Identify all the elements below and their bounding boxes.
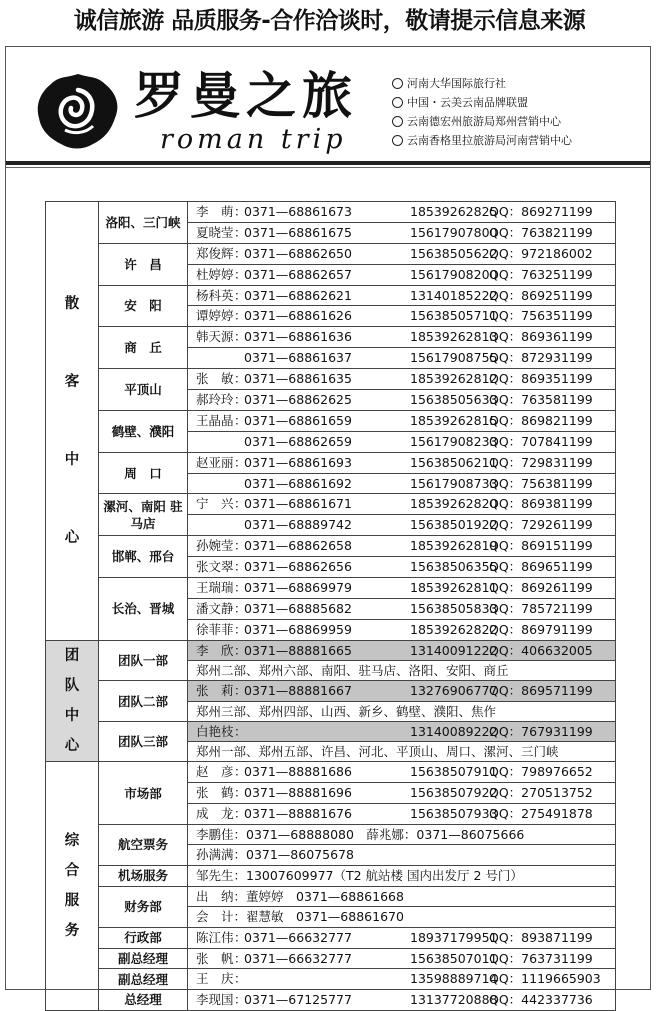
contact-mobile: 15638505633 [410, 392, 498, 408]
table-row [46, 327, 616, 348]
name-separator: ： [234, 496, 247, 512]
contact-cell [188, 202, 616, 223]
group-label: 团队一部 [99, 640, 188, 681]
contact-phone: 0371—66632777 [244, 929, 352, 945]
contact-cell [188, 948, 616, 969]
contact-mobile: 18539262815 [410, 412, 498, 428]
contact-mobile: 13140091222 [410, 642, 498, 658]
contact-phone: 0371—68861637 [244, 350, 352, 366]
contact-phone: 0371—66632777 [244, 950, 352, 966]
name-separator: ： [234, 266, 247, 282]
contact-mobile: 15638505711 [410, 308, 498, 324]
contact-phone: 0371—67125777 [244, 992, 352, 1008]
group-label: 洛阳、三门峡 [99, 202, 188, 244]
contact-cell [188, 865, 616, 886]
group-label: 团队二部 [99, 681, 188, 722]
contact-cell [188, 327, 616, 348]
contact-qq: QQ：275491878 [489, 805, 593, 821]
contact-phone: 0371—68862650 [244, 245, 352, 261]
contact-name: 夏晓莹 [196, 224, 234, 240]
contact-qq: QQ：798976652 [489, 764, 593, 780]
contact-qq: QQ：869351199 [489, 371, 593, 387]
table-row [46, 990, 616, 1011]
contact-qq: QQ：756351199 [489, 308, 593, 324]
section-category: 团队中心 [46, 640, 99, 762]
name-separator: ： [234, 600, 247, 616]
contact-name: 张 帆 [196, 950, 234, 966]
contact-phone: 0371—68861671 [244, 496, 352, 512]
contact-cell [188, 661, 616, 681]
contact-name: 谭婷婷 [196, 308, 234, 324]
contact-cell [188, 803, 616, 824]
contact-cell [188, 969, 616, 990]
contact-name: 郝玲玲 [196, 392, 234, 408]
contact-mobile: 15638507911 [410, 764, 498, 780]
table-row [46, 824, 616, 845]
name-separator: ： [234, 992, 247, 1008]
partner-item: 云南香格里拉旅游局河南营销中心 [392, 131, 652, 150]
contact-phone: 0371—68861673 [244, 204, 352, 219]
contact-phone: 0371—68862657 [244, 266, 352, 282]
name-separator: ： [234, 950, 247, 966]
group-label: 市场部 [99, 762, 188, 824]
contact-name: 李 欣 [196, 642, 234, 658]
contact-phone: 0371—88881696 [244, 785, 352, 801]
contact-phone: 0371—68869979 [244, 580, 352, 596]
contact-line: 郑州三部、郑州四部、山西、新乡、鹤壁、濮阳、焦作 [196, 703, 497, 719]
contact-phone: 0371—88881676 [244, 805, 352, 821]
table-row [46, 243, 616, 264]
contact-cell [188, 222, 616, 243]
contact-mobile: 15638501922 [410, 517, 498, 533]
name-separator: ： [234, 287, 247, 303]
group-label: 机场服务 [99, 865, 188, 886]
table-row [46, 927, 616, 948]
partner-item: 河南大华国际旅行社 [392, 74, 652, 93]
contact-table [45, 201, 616, 1011]
contact-cell [188, 783, 616, 804]
contact-qq: QQ：270513752 [489, 785, 593, 801]
group-label: 总经理 [99, 990, 188, 1011]
contact-mobile: 15617908733 [410, 475, 498, 491]
group-label: 平顶山 [99, 369, 188, 411]
table-row [46, 536, 616, 557]
table-row [46, 969, 616, 990]
group-label: 行政部 [99, 927, 188, 948]
partner-badge-icon [392, 97, 403, 108]
group-label: 长治、晋城 [99, 578, 188, 641]
contact-qq: QQ：729261199 [489, 517, 593, 533]
contact-name: 张 敏 [196, 371, 234, 387]
contact-cell [188, 285, 616, 306]
contact-qq: QQ：442337736 [489, 992, 593, 1008]
name-separator: ： [234, 204, 247, 219]
contact-cell [188, 619, 616, 640]
contact-mobile: 13140185222 [410, 287, 498, 303]
table-row [46, 202, 616, 223]
contact-mobile: 15638505622 [410, 245, 498, 261]
contact-cell [188, 742, 616, 762]
partner-item: 中国・云美云南品牌联盟 [392, 93, 652, 112]
contact-qq: QQ：763581199 [489, 392, 593, 408]
table-row [46, 285, 616, 306]
contact-mobile: 18539262812 [410, 371, 498, 387]
contact-qq: QQ：869151199 [489, 538, 593, 554]
contact-cell [188, 410, 616, 431]
contact-phone: 0371—88881686 [244, 764, 352, 780]
contact-phone: 0371—68862659 [244, 433, 352, 449]
contact-mobile: 13140089222 [410, 723, 498, 739]
name-separator: ： [234, 785, 247, 801]
section-category: 综合服务 [46, 762, 99, 1010]
contact-line: 出 纳：董婷婷 0371—68861668 [196, 888, 404, 904]
table-row [46, 494, 616, 515]
contact-qq: QQ：869381199 [489, 496, 593, 512]
contact-mobile: 15617908200 [410, 266, 498, 282]
brand-name: 罗曼之旅 [134, 67, 358, 125]
contact-name: 张文翠 [196, 559, 234, 575]
table-row [46, 452, 616, 473]
table-row [46, 640, 616, 660]
contact-name: 张 鹤 [196, 785, 234, 801]
name-separator: ： [234, 642, 247, 658]
contact-qq: QQ：756381199 [489, 475, 593, 491]
contact-phone: 0371—68861635 [244, 371, 352, 387]
contact-cell [188, 907, 616, 928]
partner-badge-icon [392, 78, 403, 89]
contact-qq: QQ：869261199 [489, 580, 593, 596]
contact-cell [188, 390, 616, 411]
contact-name: 赵亚丽 [196, 454, 234, 470]
contact-mobile: 18539262811 [410, 580, 498, 596]
contact-cell [188, 452, 616, 473]
name-separator: ： [234, 538, 247, 554]
contact-name: 王瑞瑞 [196, 580, 234, 596]
contact-cell [188, 598, 616, 619]
contact-qq: QQ：869791199 [489, 621, 593, 637]
contact-name: 潘文静 [196, 600, 234, 616]
contact-phone: 0371—68862658 [244, 538, 352, 554]
contact-cell [188, 824, 616, 845]
contact-line: 会 计：翟慧敏 0371—68861670 [196, 909, 404, 925]
contact-phone: 0371—68885682 [244, 600, 352, 616]
contact-line: 邹先生：13007609977（T2 航站楼 国内出发厅 2 号门） [196, 867, 523, 883]
contact-mobile: 13276906777 [410, 683, 498, 699]
contact-name: 徐菲菲 [196, 621, 234, 637]
name-separator: ： [234, 764, 247, 780]
name-separator: ： [234, 805, 247, 821]
contact-qq: QQ：763821199 [489, 224, 593, 240]
contact-name: 王 庆 [196, 971, 234, 987]
contact-mobile: 13137720888 [410, 992, 498, 1008]
header-divider-thin [6, 167, 650, 168]
partner-list [392, 74, 652, 150]
contact-mobile: 15617907800 [410, 224, 498, 240]
group-label: 财务部 [99, 886, 188, 927]
contact-name: 杨科英 [196, 287, 234, 303]
group-label: 航空票务 [99, 824, 188, 865]
table-row [46, 681, 616, 701]
group-label: 邯郸、邢台 [99, 536, 188, 578]
contact-name: 李 萌 [196, 204, 234, 219]
contact-cell [188, 721, 616, 741]
contact-name: 杜婷婷 [196, 266, 234, 282]
contact-qq: QQ：869251199 [489, 287, 593, 303]
group-label: 安 阳 [99, 285, 188, 327]
contact-cell [188, 927, 616, 948]
name-separator: ： [234, 412, 247, 428]
contact-mobile: 15638507922 [410, 785, 498, 801]
contact-line: 孙满满：0371—86075678 [196, 847, 354, 863]
contact-line: 李鹏佳：0371—68888080 薛兆娜：0371—86075666 [196, 826, 525, 842]
group-label: 副总经理 [99, 969, 188, 990]
header-divider-thick [6, 161, 650, 165]
contact-mobile: 15617908233 [410, 433, 498, 449]
contact-phone: 0371—68861626 [244, 308, 352, 324]
table-row [46, 865, 616, 886]
contact-qq: QQ：729831199 [489, 454, 593, 470]
contact-cell [188, 536, 616, 557]
contact-name: 韩天源 [196, 329, 234, 345]
contact-cell [188, 473, 616, 494]
contact-mobile: 18937179951 [410, 929, 498, 945]
contact-cell [188, 306, 616, 327]
contact-line: 郑州一部、郑州五部、许昌、河北、平顶山、周口、漯河、三门峡 [196, 744, 559, 760]
contact-qq: QQ：763731199 [489, 950, 593, 966]
contact-cell [188, 681, 616, 701]
contact-qq: QQ：707841199 [489, 433, 593, 449]
contact-mobile: 18539262813 [410, 329, 498, 345]
contact-name: 李现国 [196, 992, 234, 1008]
contact-mobile: 15638507011 [410, 950, 498, 966]
contact-phone: 0371—68862625 [244, 392, 352, 408]
contact-phone: 0371—88881667 [244, 683, 352, 699]
name-separator: ： [234, 454, 247, 470]
contact-cell [188, 990, 616, 1011]
contact-mobile: 15638507933 [410, 805, 498, 821]
contact-line: 郑州二部、郑州六部、南阳、驻马店、洛阳、安阳、商丘 [196, 663, 509, 678]
contact-qq: QQ：869361199 [489, 329, 593, 345]
contact-cell [188, 557, 616, 578]
contact-name: 郑俊辉 [196, 245, 234, 261]
contact-cell [188, 264, 616, 285]
contact-cell [188, 515, 616, 536]
contact-name: 成 龙 [196, 805, 234, 821]
contact-cell [188, 701, 616, 721]
contact-phone: 0371—68869959 [244, 621, 352, 637]
contact-mobile: 15638506355 [410, 559, 498, 575]
contact-phone: 0371—68862621 [244, 287, 352, 303]
contact-qq: QQ：869821199 [489, 412, 593, 428]
group-label: 商 丘 [99, 327, 188, 369]
name-separator: ： [234, 559, 247, 575]
contact-qq: QQ：785721199 [489, 600, 593, 616]
contact-phone: 0371—88881665 [244, 642, 352, 658]
contact-qq: QQ：869651199 [489, 559, 593, 575]
contact-cell [188, 369, 616, 390]
contact-phone: 0371—68861693 [244, 454, 352, 470]
partner-item: 云南德宏州旅游局郑州营销中心 [392, 112, 652, 131]
name-separator: ： [234, 329, 247, 345]
contact-qq: QQ：869571199 [489, 683, 593, 699]
group-label: 许 昌 [99, 243, 188, 285]
contact-name: 宁 兴 [196, 496, 234, 512]
contact-cell [188, 243, 616, 264]
promo-banner: 诚信旅游 品质服务-合作洽谈时，敬请提示信息来源 [73, 8, 586, 34]
table-row [46, 410, 616, 431]
name-separator: ： [234, 683, 247, 699]
contact-name: 孙婉莹 [196, 538, 234, 554]
brand-subtitle: roman trip [160, 124, 347, 155]
contact-phone: 0371—68861636 [244, 329, 352, 345]
name-separator: ： [234, 929, 247, 945]
contact-name: 王晶晶 [196, 412, 234, 428]
contact-name: 赵 彦 [196, 764, 234, 780]
table-row [46, 578, 616, 599]
contact-mobile: 13598889714 [410, 971, 498, 987]
partner-badge-icon [392, 116, 403, 127]
name-separator: ： [234, 245, 247, 261]
rose-logo-icon [35, 72, 121, 150]
name-separator: ： [234, 308, 247, 324]
contact-phone: 0371—68861659 [244, 412, 352, 428]
contact-cell [188, 494, 616, 515]
contact-qq: QQ：406632005 [489, 642, 593, 658]
group-label: 副总经理 [99, 948, 188, 969]
contact-cell [188, 431, 616, 452]
name-separator: ： [234, 371, 247, 387]
contact-qq: QQ：767931199 [489, 723, 593, 739]
contact-mobile: 15617908755 [410, 350, 498, 366]
section-category: 散客中心 [46, 202, 99, 641]
contact-phone: 0371—68889742 [244, 517, 352, 533]
contact-mobile: 18539262822 [410, 621, 498, 637]
group-label: 鹤壁、濮阳 [99, 410, 188, 452]
contact-qq: QQ：872931199 [489, 350, 593, 366]
contact-qq: QQ：1119665903 [489, 971, 601, 987]
contact-phone: 0371—68862656 [244, 559, 352, 575]
contact-cell [188, 640, 616, 660]
group-label: 周 口 [99, 452, 188, 494]
contact-cell [188, 578, 616, 599]
contact-cell [188, 348, 616, 369]
contact-cell [188, 762, 616, 783]
name-separator: ： [234, 392, 247, 408]
contact-phone: 0371—68861675 [244, 224, 352, 240]
contact-qq: QQ：869271199 [489, 204, 593, 219]
partner-badge-icon [392, 135, 403, 146]
table-row [46, 721, 616, 741]
contact-name: 张 莉 [196, 683, 234, 699]
name-separator: ： [234, 621, 247, 637]
group-label: 团队三部 [99, 721, 188, 762]
contact-name: 陈江伟 [196, 929, 234, 945]
group-label: 漯河、南阳 驻马店 [99, 494, 188, 536]
contact-cell [188, 886, 616, 907]
contact-mobile: 18539262819 [410, 538, 498, 554]
contact-mobile: 18539262825 [410, 204, 498, 219]
table-row [46, 369, 616, 390]
contact-cell [188, 845, 616, 866]
contact-qq: QQ：893871199 [489, 929, 593, 945]
name-separator: ： [234, 580, 247, 596]
contact-qq: QQ：763251199 [489, 266, 593, 282]
name-separator: ： [234, 723, 247, 739]
contact-mobile: 15638505833 [410, 600, 498, 616]
table-row [46, 948, 616, 969]
name-separator: ： [234, 971, 247, 987]
table-row [46, 762, 616, 783]
contact-mobile: 18539262820 [410, 496, 498, 512]
name-separator: ： [234, 224, 247, 240]
contact-mobile: 15638506211 [410, 454, 498, 470]
contact-name: 白艳枝 [196, 723, 234, 739]
table-row [46, 886, 616, 907]
contact-qq: QQ：972186002 [489, 245, 593, 261]
contact-phone: 0371—68861692 [244, 475, 352, 491]
